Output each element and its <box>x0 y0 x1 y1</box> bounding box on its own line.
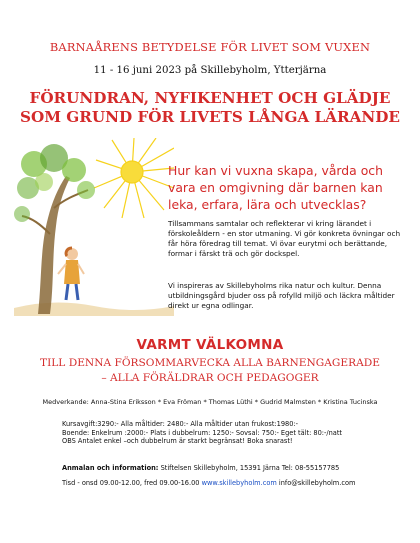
headline-line-1: FÖRUNDRAN, NYFIKENHET OCH GLÄDJE <box>29 89 391 107</box>
headline-line-2: SOM GRUND FÖR LIVETS LÅNGA LÄRANDE <box>20 108 400 126</box>
event-date: 11 - 16 juni 2023 på Skillebyholm, Ytterjärna <box>93 65 327 76</box>
body-paragraph-2: Vi inspireras av Skillebyholms rika natur och kultur. Denna utbildningsgård bjuder oss på rofylld miljö och läckra måltider direkt ur egna odlingar. <box>168 281 395 310</box>
welcome-line-2: – ALLA FÖRÄLDRAR OCH PEDAGOGER <box>101 372 319 384</box>
participants: Medverkande: Anna-Stina Eriksson * Eva Fröman * Thomas Lüthi * Gudrid Malmsten * Kristina Tucinska <box>42 398 378 406</box>
booking-note: OBS Antalet enkel –och dubbelrum är starkt begränsat! Boka snarast! <box>62 437 293 445</box>
welcome-line-1: TILL DENNA FÖRSOMMARVECKA ALLA BARNENGAGERADE <box>40 357 380 369</box>
question-heading: Hur kan vi vuxna skapa, vårda och vara en omgivning där barnen kan leka, erfara, lära och utvecklas? <box>168 163 383 212</box>
headline <box>0 89 420 127</box>
contact-label: Anmalan och information: <box>62 464 159 472</box>
office-hours: Tisd - onsd 09.00-12.00, fred 09.00-16.00 <box>62 479 200 487</box>
welcome-title: VARMT VÄLKOMNA <box>136 337 284 353</box>
tree-sun-illustration <box>14 138 174 316</box>
contact-line <box>62 464 402 472</box>
lodging-fees: Boende: Enkelrum :2000:- Plats i dubbelrum: 1250:- Sovsal: 750:- Eget tält: 80:-/natt <box>62 429 342 437</box>
body-paragraph-1: Tillsammans samtalar och reflekterar vi kring lärandet i förskoleåldern - en stor utmaning. Vi gör konkreta övningar och får höra föredrag till temat. Vi övar eurytmi och berättande, formar i färskt trä och gör dockspel. <box>168 219 401 258</box>
child-icon <box>58 248 84 300</box>
email-address[interactable]: info@skillebyholm.com <box>278 479 356 487</box>
tree-icon <box>14 144 95 314</box>
course-fees: Kursavgift:3290:- Alla måltider: 2480:- Alla måltider utan frukost:1980:- <box>62 420 299 428</box>
header-title: BARNAÅRENS BETYDELSE FÖR LIVET SOM VUXEN <box>49 40 371 54</box>
sun-icon <box>94 138 174 218</box>
hours-line <box>62 479 402 487</box>
website-link[interactable]: www.skillebyholm.com <box>201 479 277 487</box>
contact-address: Stiftelsen Skillebyholm, 15391 Järna Tel: 08-55157785 <box>160 464 340 472</box>
